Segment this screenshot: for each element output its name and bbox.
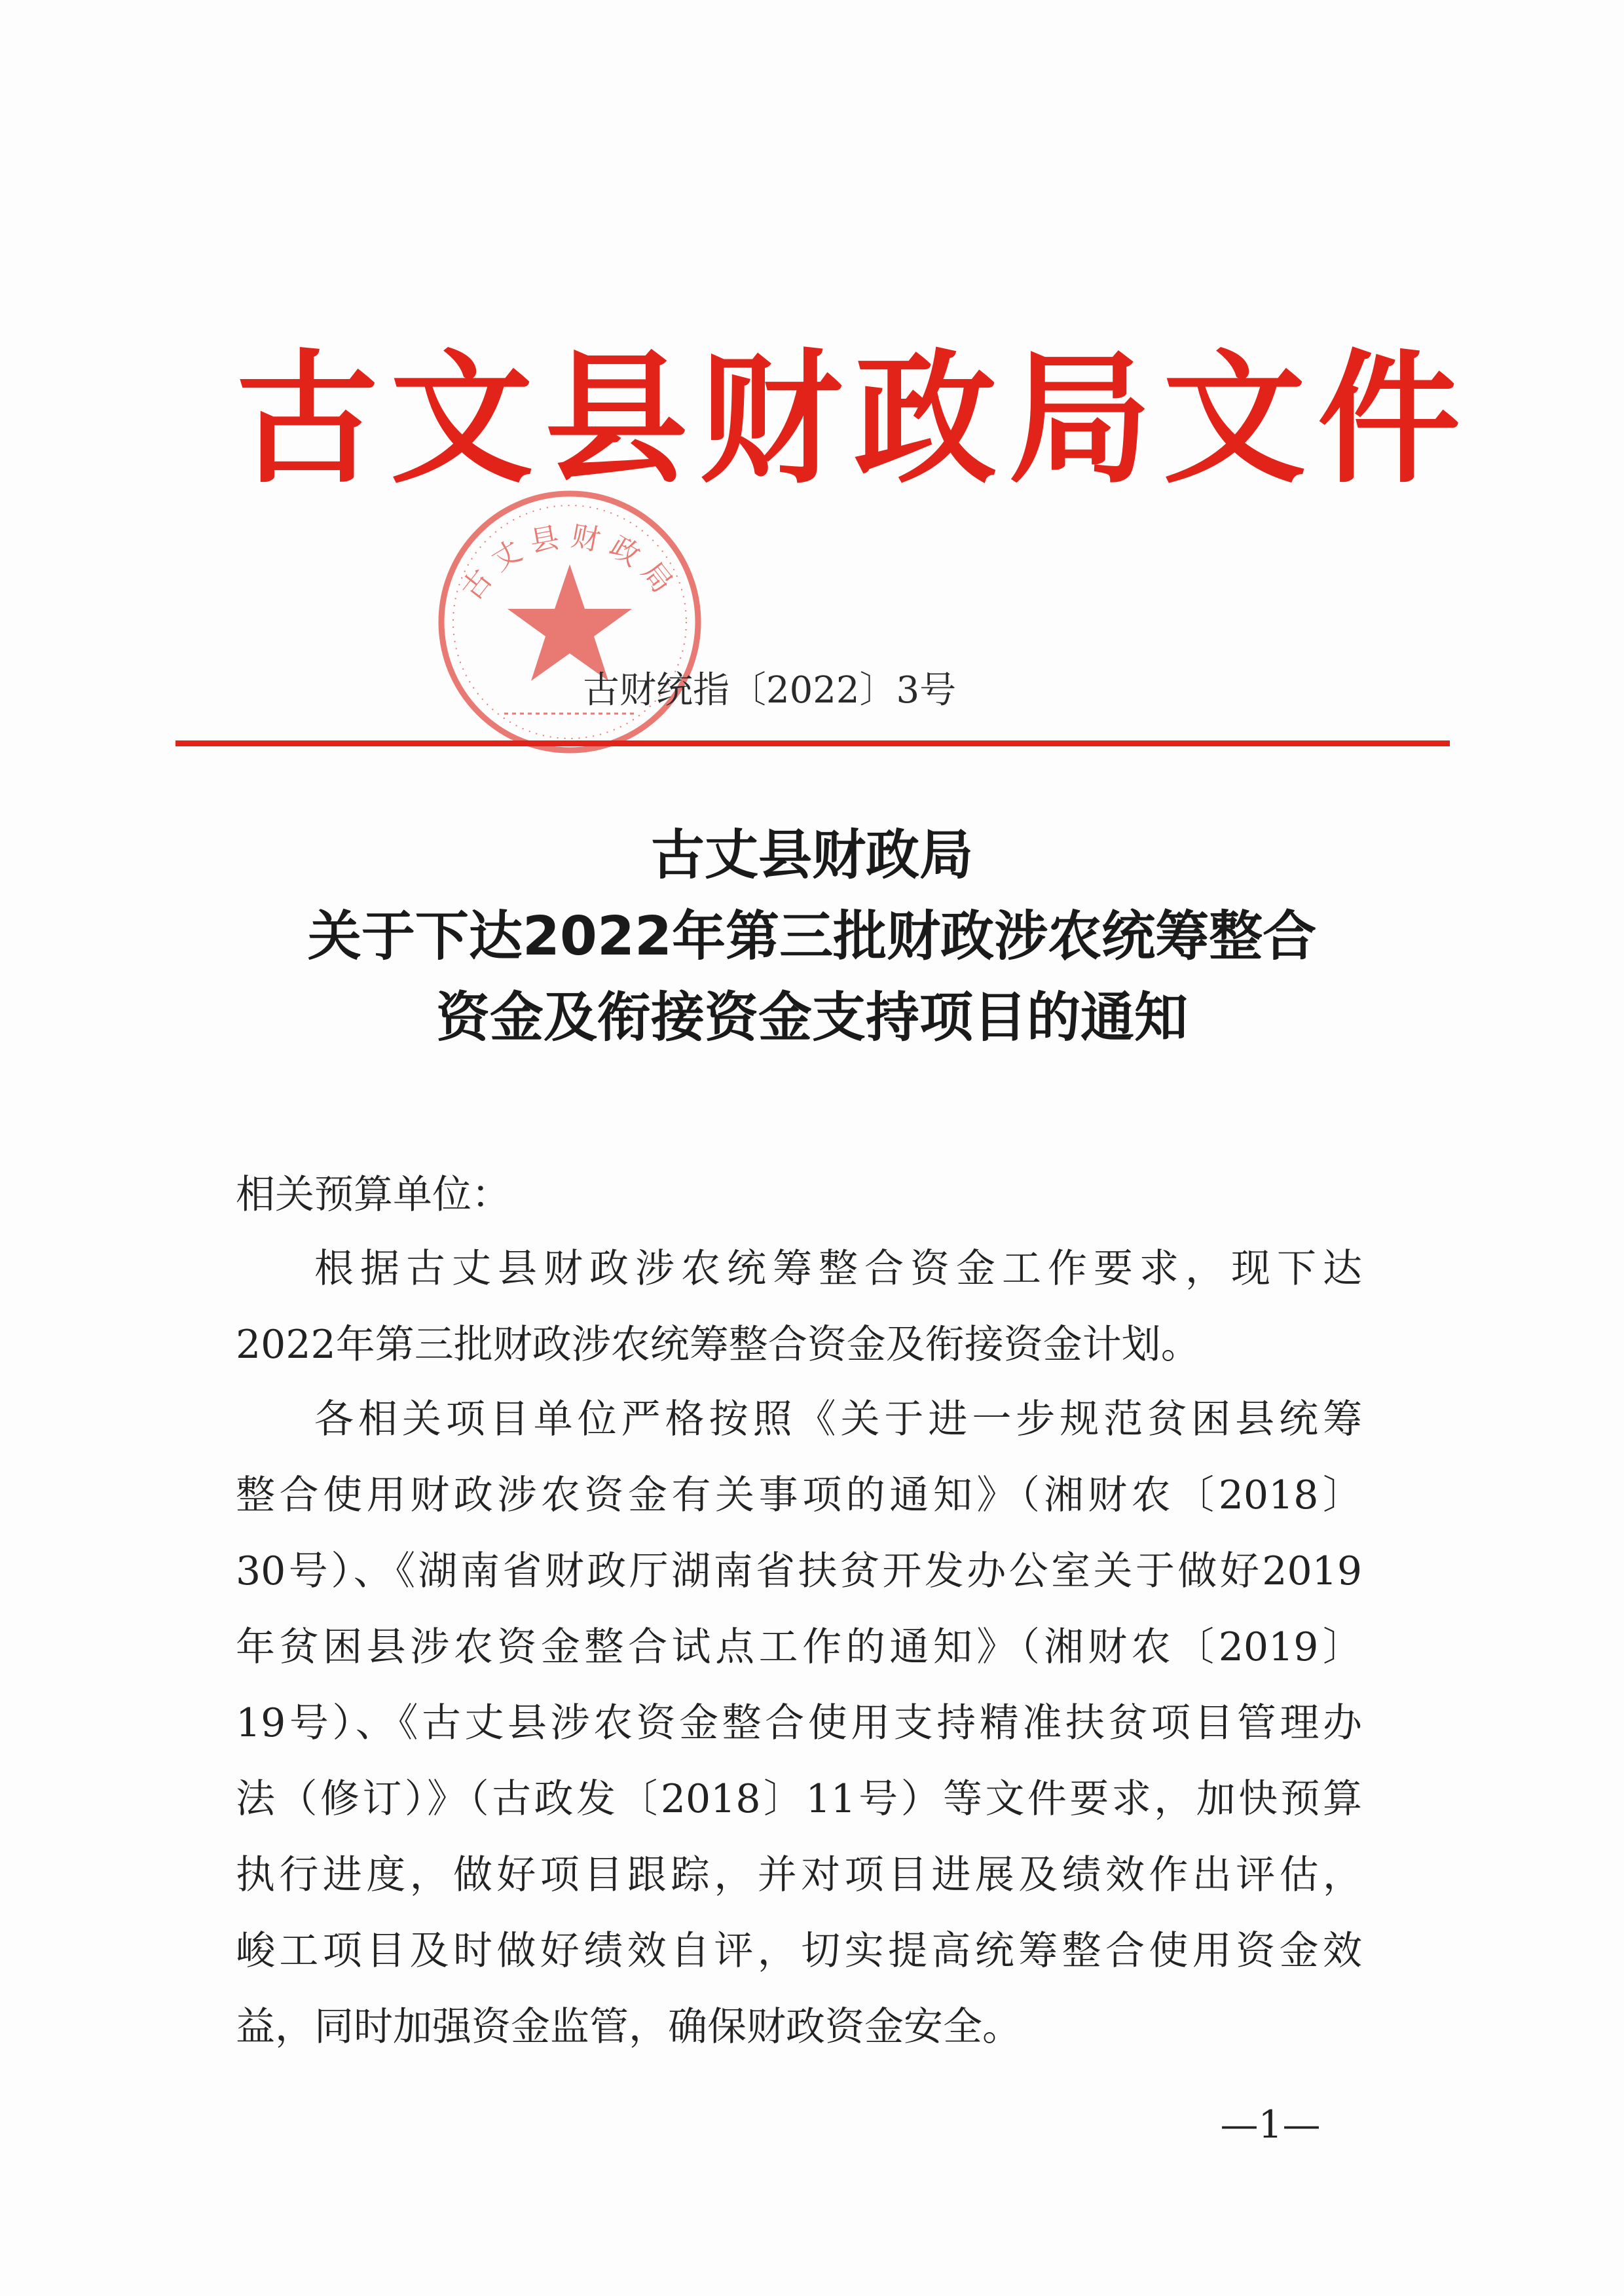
paragraph-1 — [236, 1231, 1362, 1383]
paragraph-line: 2022年第三批财政涉农统筹整合资金及衔接资金计划。 — [236, 1322, 1200, 1368]
paragraph-line: 30号）、《湖南省财政厅湖南省扶贫开发办公室关于做好2019 — [236, 1548, 1362, 1594]
paragraph-line: 法（修订）》（古政发〔2018〕11号）等文件要求，加快预算 — [236, 1776, 1362, 1822]
paragraph-line: 各相关项目单位严格按照《关于进一步规范贫困县统筹 — [314, 1396, 1362, 1442]
notice-title-line-2: 关于下达2022年第三批财政涉农统筹整合 — [307, 905, 1317, 968]
salutation: 相关预算单位： — [236, 1172, 511, 1218]
notice-title — [131, 815, 1493, 1059]
paragraph-2 — [236, 1381, 1362, 2065]
document-number: 古财统指〔2022〕3号 — [583, 669, 957, 712]
paragraph-line: 整合使用财政涉农资金有关事项的通知》（湘财农〔2018〕 — [236, 1472, 1362, 1518]
seal-text: 古丈县财政局 — [454, 519, 685, 607]
paragraph-line: 执行进度，做好项目跟踪，并对项目进展及绩效作出评估， — [236, 1852, 1362, 1898]
header-divider — [175, 740, 1450, 746]
paragraph-line: 年贫困县涉农资金整合试点工作的通知》（湘财农〔2019〕 — [236, 1624, 1362, 1670]
document-header-title: 古文县财政局文件 — [236, 335, 1472, 503]
notice-title-line-1: 古丈县财政局 — [650, 824, 973, 886]
official-seal — [406, 478, 733, 766]
paragraph-line: 益，同时加强资金监管，确保财政资金安全。 — [236, 2004, 1022, 2050]
paragraph-line: 根据古丈县财政涉农统筹整合资金工作要求，现下达 — [314, 1246, 1362, 1292]
paragraph-line: 19号）、《古丈县涉农资金整合使用支持精准扶贫项目管理办 — [236, 1700, 1362, 1746]
notice-title-line-3: 资金及衔接资金支持项目的通知 — [435, 987, 1188, 1049]
page-number: —1— — [1220, 2102, 1321, 2147]
paragraph-line: 峻工项目及时做好绩效自评，切实提高统筹整合使用资金效 — [236, 1928, 1362, 1974]
